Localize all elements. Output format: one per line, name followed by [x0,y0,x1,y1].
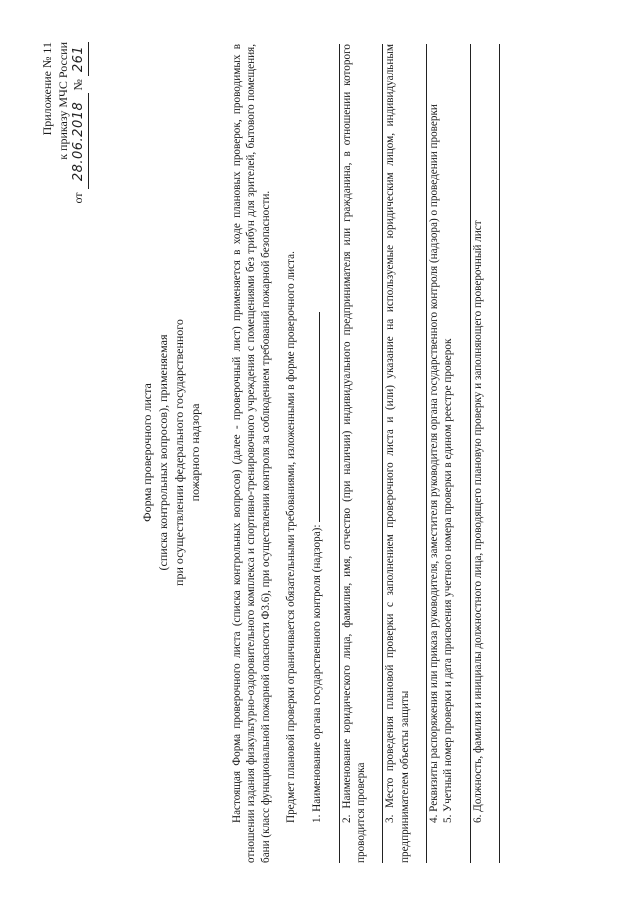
item-3-fill-line [414,44,427,863]
title-line-1: Форма проверочного листа [140,383,154,522]
item-1-text: 1. Наименование органа государственного контроля (надзора): [311,524,324,823]
handwritten-date: 28.06.2018 [71,93,89,189]
item-6-fill-line [487,44,500,863]
number-prefix: № [71,79,86,91]
title-line-2: (списка контрольных вопросов), применяемая [155,334,170,571]
date-prefix: от [71,192,86,204]
item-3: 3. Место проведения плановой проверки с заполнением проверочного листа и (или) указание на используемые юридическим лицом, индивидуальным предпринимателем объекты защиты [384,44,411,863]
appendix-date-line [71,42,89,204]
appendix-order: к приказу МЧС России [55,42,70,160]
item-4: 4. Реквизиты распоряжения или приказа руководителя, заместителя руководителя органа государственного контроля (надзора) о проведении проверки [427,104,440,823]
title-line-3: при осуществлении федерального государственного [171,319,186,586]
form-title [140,0,204,905]
item-5: 5. Учетный номер проверки и дата присвоения учетного номера проверки в едином реестре проверок [442,338,455,823]
handwritten-number: 261 [71,42,89,76]
item-5-fill-line [458,44,471,863]
subject-paragraph: Предмет плановой проверки ограничивается обязательными требованиями, изложенными в форме проверочного листа. [284,251,297,823]
title-line-4: пожарного надзора [187,403,202,502]
appendix-number: Приложение № 11 [40,42,54,136]
appendix-header [40,42,89,204]
document-body [230,44,500,863]
item-2-fill-line [370,44,383,863]
item-2: 2. Наименование юридического лица, фамилия, имя, отчество (при наличии) индивидуального предпринимателя или гражданина, в отношении которого проводится проверка [340,44,367,863]
item-1-fill-line [327,44,340,863]
item-1 [309,44,324,863]
intro-paragraph: Настоящая Форма проверочного листа (списка контрольных вопросов) (далее - проверочный лист) применяется в ходе плановых проверок, проводимых в отношении издания физкультурно-оздоровительного комплекса и спортивно-тренировочного учреждения с помещениями без трибун для зрителей, бытового помещения, бани (класс функциональной пожарной опасности Ф3.6), при осуществлении контроля за соблюдением требований пожарной безопасности. [231,44,272,863]
item-6: 6. Должность, фамилия и инициалы должностного лица, проводящего плановую проверку и заполняющего проверочный лист [471,220,484,823]
item-1-blank [309,312,320,522]
